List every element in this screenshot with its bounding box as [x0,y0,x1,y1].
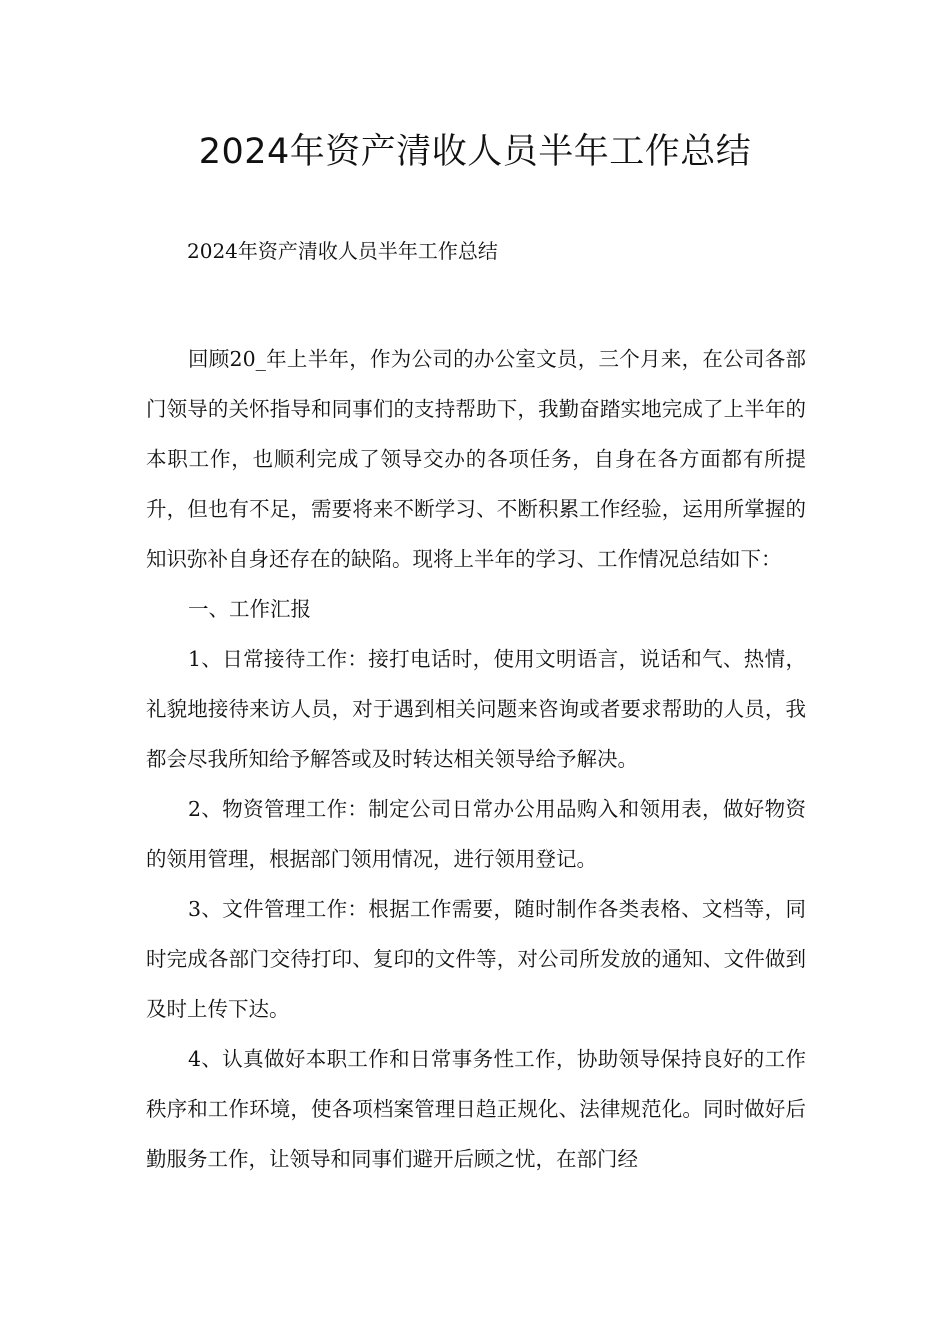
document-title: 2024年资产清收人员半年工作总结 [198,132,752,172]
section-heading-work-report: 一、工作汇报 [188,597,311,621]
paragraph-intro: 回顾20_年上半年，作为公司的办公室文员，三个月来，在公司各部门领导的关怀指导和同事们的支持帮助下，我勤奋踏实地完成了上半年的本职工作，也顺利完成了领导交办的各项任务，自身在各方面都有所提升，但也有不足，需要将来不断学习、不断积累工作经验，运用所掌握的知识弥补自身还存在的缺陷。现将上半年的学习、工作情况总结如下： [146,347,806,571]
paragraph-item-1: 1、日常接待工作：接打电话时，使用文明语言，说话和气、热情，礼貌地接待来访人员，对于遇到相关问题来咨询或者要求帮助的人员，我都会尽我所知给予解答或及时转达相关领导给予解决。 [146,647,806,771]
document-body [146,334,806,1184]
document-subtitle: 2024年资产清收人员半年工作总结 [187,239,498,263]
paragraph-item-4: 4、认真做好本职工作和日常事务性工作，协助领导保持良好的工作秩序和工作环境，使各项档案管理日趋正规化、法律规范化。同时做好后勤服务工作，让领导和同事们避开后顾之忧，在部门经 [146,1047,806,1171]
paragraph-item-3: 3、文件管理工作：根据工作需要，随时制作各类表格、文档等，同时完成各部门交待打印、复印的文件等，对公司所发放的通知、文件做到及时上传下达。 [146,897,806,1021]
paragraph-item-2: 2、物资管理工作：制定公司日常办公用品购入和领用表，做好物资的领用管理，根据部门领用情况，进行领用登记。 [146,797,806,871]
